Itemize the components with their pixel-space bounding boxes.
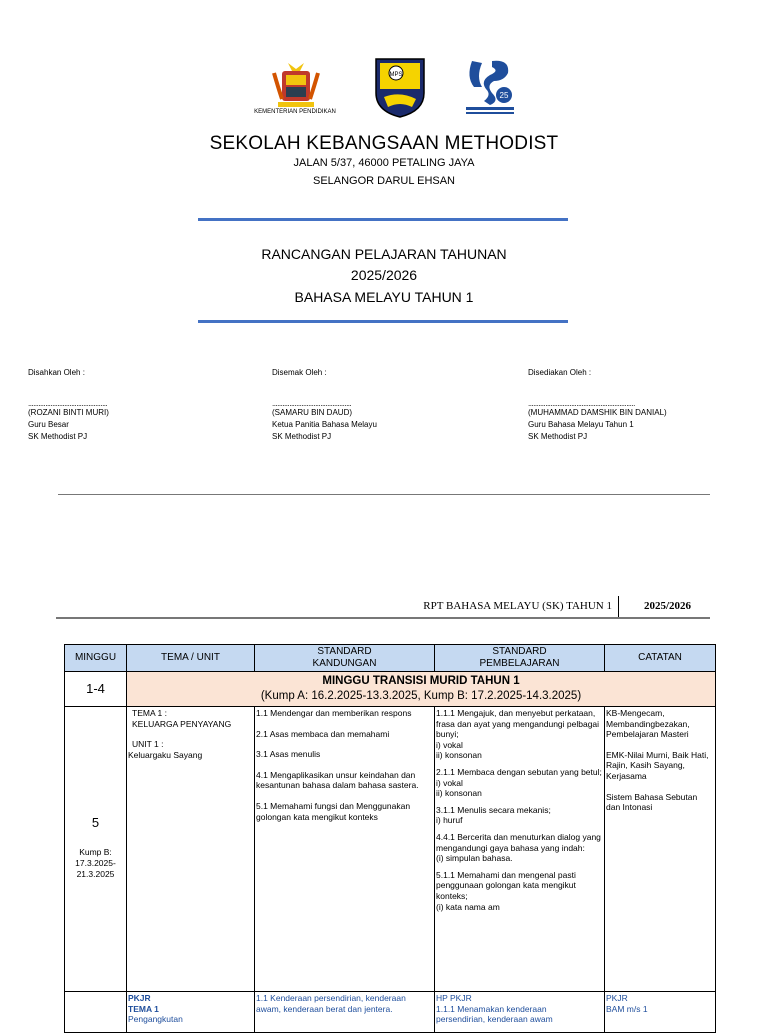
document-year: 2025/2026 bbox=[350, 267, 418, 283]
tema-cell: PKJR TEMA 1 Pengangkutan bbox=[127, 992, 255, 1033]
tema-cell: TEMA 1 : KELUARGA PENYAYANG UNIT 1 : Keluargaku Sayang bbox=[127, 707, 255, 992]
rpt-table bbox=[64, 644, 716, 1033]
document-subject: BAHASA MELAYU TAHUN 1 bbox=[294, 289, 474, 305]
col-header-minggu: MINGGU bbox=[65, 645, 127, 672]
signature-approved bbox=[28, 367, 228, 443]
col-header-sk: STANDARD KANDUNGAN bbox=[255, 645, 435, 672]
school-crest-logo bbox=[372, 57, 428, 119]
signature-role: Disediakan Oleh : bbox=[528, 368, 592, 377]
week-cell: 5 Kump B: 17.3.2025- 21.3.2025 bbox=[65, 707, 127, 992]
page-divider bbox=[58, 494, 710, 495]
signature-name: (ROZANI BINTI MURI) bbox=[28, 408, 109, 417]
signature-name: (MUHAMMAD DAMSHIK BIN DANIAL) bbox=[528, 408, 667, 417]
crest-text: MPS bbox=[389, 72, 403, 78]
document-title: RANCANGAN PELAJARAN TAHUNAN bbox=[261, 246, 507, 262]
col-header-tema: TEMA / UNIT bbox=[127, 645, 255, 672]
school-address-line2: SELANGOR DARUL EHSAN bbox=[312, 175, 456, 187]
title-rule-bottom bbox=[198, 320, 568, 323]
signature-prepared bbox=[528, 367, 748, 443]
running-header-rule bbox=[56, 617, 710, 619]
signature-school: SK Methodist PJ bbox=[28, 432, 88, 441]
signature-position: Ketua Panitia Bahasa Melayu bbox=[272, 420, 377, 429]
col-header-sp: STANDARD PEMBELAJARAN bbox=[435, 645, 605, 672]
signature-reviewed bbox=[272, 367, 472, 443]
signature-school: SK Methodist PJ bbox=[528, 432, 588, 441]
week-number: 5 bbox=[91, 815, 100, 831]
signature-position: Guru Besar bbox=[28, 420, 69, 429]
coat-of-arms-logo bbox=[268, 59, 324, 115]
ministry-caption: KEMENTERIAN PENDIDIKAN bbox=[254, 109, 336, 115]
transition-dates: (Kump A: 16.2.2025-13.3.2025, Kump B: 17.2.2025-14.3.2025) bbox=[260, 690, 582, 702]
table-row-week5 bbox=[65, 707, 716, 992]
catatan-cell: KB-Mengecam, Membandingbezakan, Pembelajaran Masteri EMK-Nilai Murni, Baik Hati, Rajin, Kasih Sayang, Kerjasama Sistem Bahasa Sebutan dan Intonasi bbox=[605, 707, 716, 992]
week-cell bbox=[65, 992, 127, 1033]
signature-line: .............................................. bbox=[272, 399, 352, 408]
running-header-separator bbox=[618, 596, 619, 618]
transition-title: MINGGU TRANSISI MURID TAHUN 1 bbox=[322, 675, 520, 687]
emblem-text: 25 bbox=[499, 91, 509, 100]
catatan-cell: PKJR BAM m/s 1 bbox=[605, 992, 716, 1033]
signature-role: Disahkan Oleh : bbox=[28, 368, 85, 377]
school-address-line1: JALAN 5/37, 46000 PETALING JAYA bbox=[293, 157, 475, 169]
running-header-year: 2025/2026 bbox=[644, 600, 692, 612]
sk-cell: 1.1 Kenderaan persendirian, kenderaan awam, kenderaan berat dan jentera. bbox=[255, 992, 435, 1033]
sk-cell: 1.1 Mendengar dan memberikan respons 2.1 Asas membaca dan memahami 3.1 Asas menulis 4.1 Mengaplikasikan unsur keindahan dan kesantunan bahasa dalam bahasa sastera. 5.1 Memahami fungsi dan Menggunakan golongan kata mengikut konteks bbox=[255, 707, 435, 992]
signature-school: SK Methodist PJ bbox=[272, 432, 332, 441]
sp-cell: HP PKJR 1.1.1 Menamakan kenderaan persendirian, kenderaan awam bbox=[435, 992, 605, 1033]
anniversary-emblem-logo bbox=[462, 57, 518, 115]
signature-role: Disemak Oleh : bbox=[272, 368, 327, 377]
sp-cell: 1.1.1 Mengajuk, dan menyebut perkataan, frasa dan ayat yang mengandungi pelbagai bunyi; i) vokal ii) konsonan 2.1.1 Membaca dengan sebutan yang betul; i) vokal ii) konsonan 3.1.1 Menulis secara mekanis; i) huruf 4.4.1 Bercerita dan menuturkan dialog yang mengandungi gaya bahasa yang indah: (i) simpulan bahasa. 5.1.1 Memahami dan mengenal pasti penggunaan golongan kata mengikut konteks; (i) kata nama am bbox=[435, 707, 605, 992]
signature-position: Guru Bahasa Melayu Tahun 1 bbox=[528, 420, 634, 429]
week-cell: 1-4 bbox=[65, 672, 127, 707]
signature-line: .............................................. bbox=[28, 399, 108, 408]
table-row-pkjr bbox=[65, 992, 716, 1033]
logo-row bbox=[0, 55, 768, 125]
running-header-title: RPT BAHASA MELAYU (SK) TAHUN 1 bbox=[423, 600, 612, 612]
transition-banner bbox=[127, 672, 716, 707]
table-row-transisi bbox=[65, 672, 716, 707]
signature-name: (SAMARU BIN DAUD) bbox=[272, 408, 353, 417]
school-name: SEKOLAH KEBANGSAAN METHODIST bbox=[209, 133, 559, 154]
table-header-row bbox=[65, 645, 716, 672]
title-rule-top bbox=[198, 218, 568, 221]
signature-line: .............................................................. bbox=[528, 399, 635, 408]
col-header-catatan: CATATAN bbox=[605, 645, 716, 672]
